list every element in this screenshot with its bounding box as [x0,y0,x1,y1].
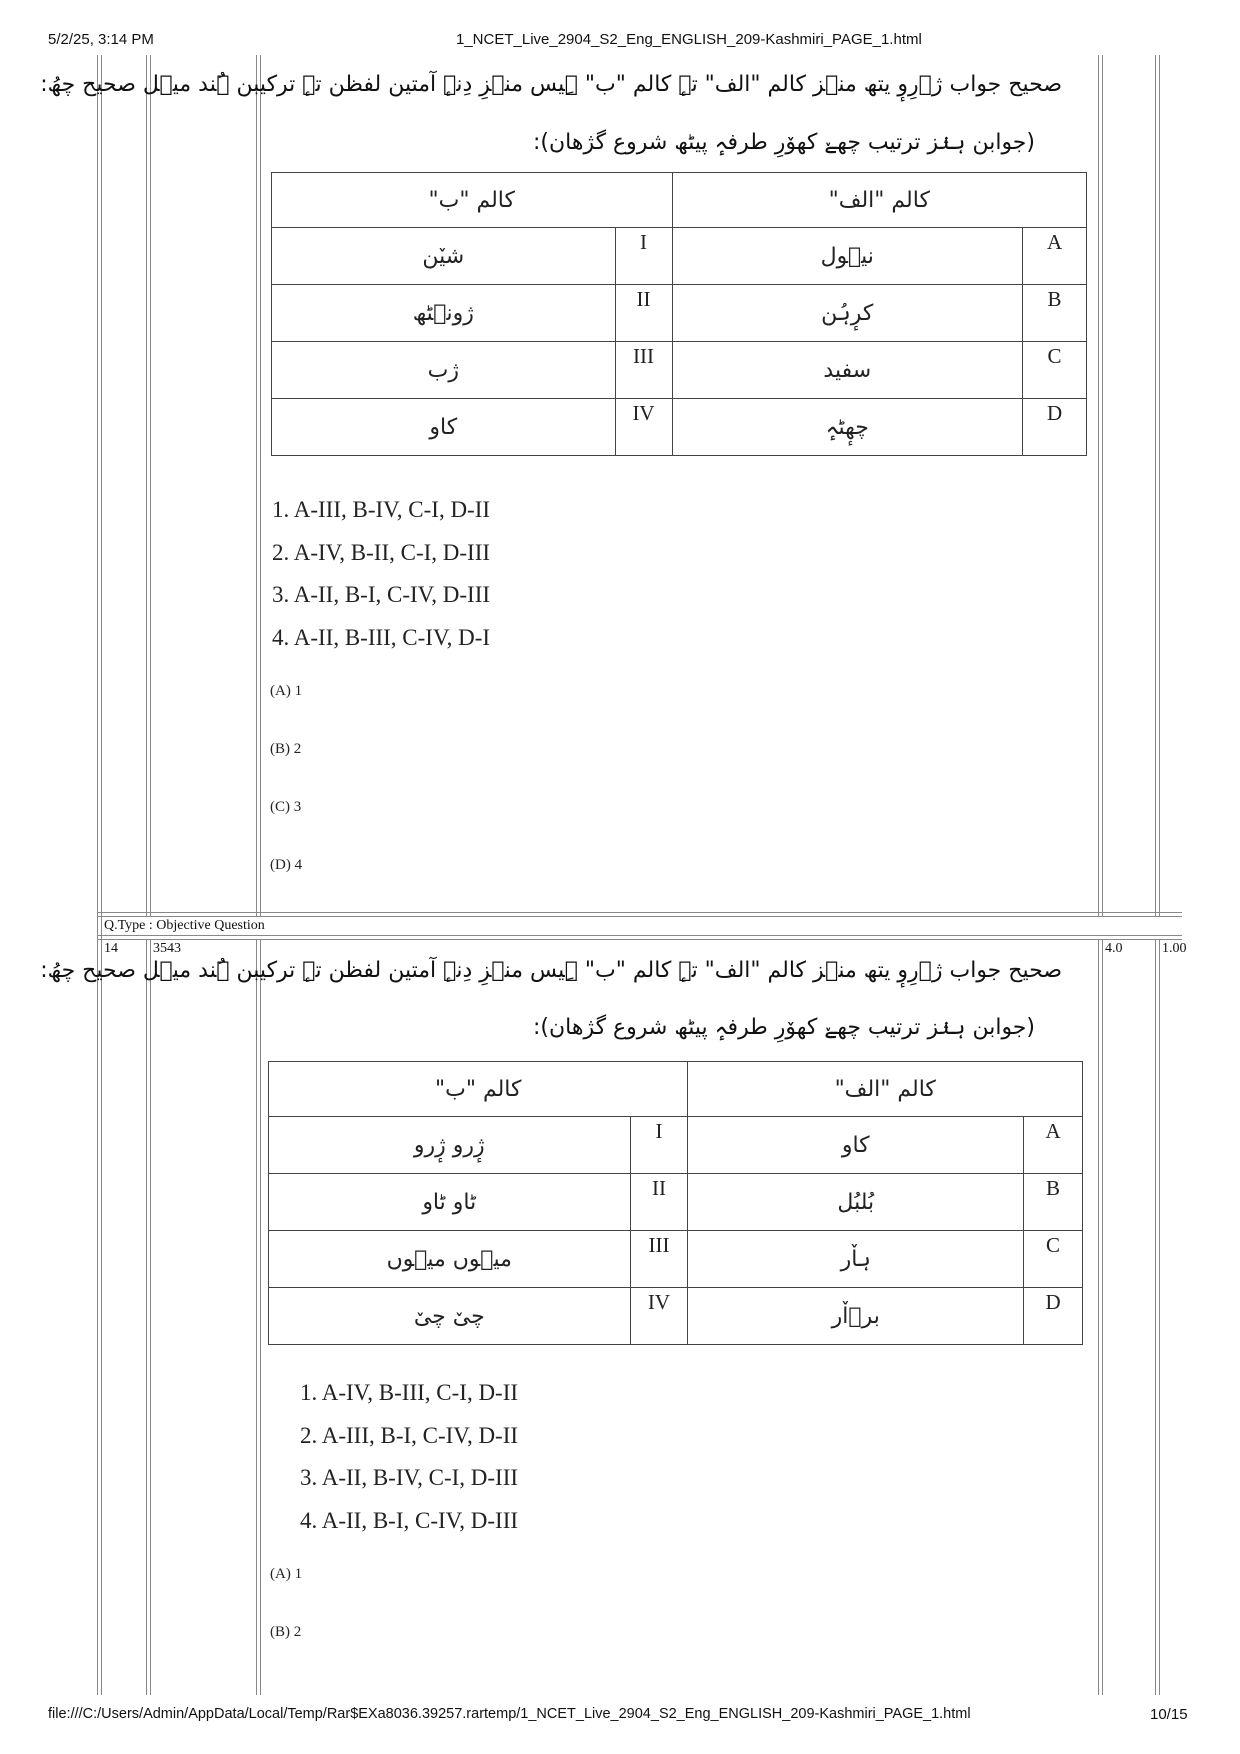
row-letter: D [1024,1288,1083,1345]
column-a-header: کالم "الف" [672,173,1087,228]
column-b-item: ژونٛٹھ [272,285,616,342]
roman-numeral: III [615,342,672,399]
column-b-header: کالم "ب" [272,173,673,228]
answer-option: 1. A-IV, B-III, C-I, D-II [300,1380,519,1405]
column-b-item: ژٕرو ژٕرو [269,1117,631,1174]
answer-option: 4. A-II, B-I, C-IV, D-III [300,1507,519,1533]
answer-option: 4. A-II, B-III, C-IV, D-I [272,624,491,650]
table-row [272,399,1087,456]
column-a-item: سفید [672,342,1023,399]
table-row [272,342,1087,399]
answer-option: 1. A-III, B-IV, C-I, D-II [272,497,491,522]
column-a-item: کاو [688,1117,1024,1174]
roman-numeral: I [615,228,672,285]
question-id: 3543 [153,941,181,956]
column-a-item: چھٕٹہٕ [672,399,1023,456]
answer-options [300,1372,518,1542]
row-letter: B [1024,1174,1083,1231]
answer-option: 2. A-III, B-I, C-IV, D-II [300,1422,519,1448]
answer-options [272,489,490,659]
column-b-item: میٖوں میٖوں [269,1231,631,1288]
question-instruction: صحیح جواب ژٲرِوٕ یتھ منٛز کالم "الف" تہٕ کالم "ب" ہِیس منٛزِ دِنہٕ آمتین لفظن تہٕ ترکیبن ہُند میٛل صحیح چھُ: [40,72,1062,97]
question-marks: 4.0 [1105,941,1123,956]
choice-d[interactable]: (D) 4 [270,857,303,873]
question-instruction-note: (جوابن ہنٛز ترتیب چھےٚ کھوٚرِ طرفہٕ پیٹھ شروع گژھان): [532,1015,1035,1040]
match-table [271,172,1087,456]
column-b-item: ژب [272,342,616,399]
row-letter: C [1023,342,1087,399]
column-b-item: شیٚن [272,228,616,285]
print-datetime: 5/2/25, 3:14 PM [48,31,154,48]
match-table [268,1061,1083,1345]
answer-option: 3. A-II, B-I, C-IV, D-III [272,582,491,607]
table-row [269,1288,1083,1345]
question-number: 14 [104,941,118,956]
question-type-label: Q.Type : Objective Question [104,918,265,933]
row-letter: A [1024,1117,1083,1174]
column-b-item: ٹاو ٹاو [269,1174,631,1231]
column-a-header: کالم "الف" [688,1062,1083,1117]
table-row [272,285,1087,342]
roman-numeral: III [630,1231,688,1288]
column-a-item: نیٖول [672,228,1023,285]
table-row [269,1117,1083,1174]
column-a-item: برٛاٚر [688,1288,1024,1345]
choice-c[interactable]: (C) 3 [270,799,302,815]
print-url: file:///C:/Users/Admin/AppData/Local/Temp/Rar$EXa8036.39257.rartemp/1_NCET_Live_2904_S2_Eng_ENGLISH_209-Kashmiri_PAGE_1.html [48,1706,971,1722]
choice-b[interactable]: (B) 2 [270,741,302,757]
roman-numeral: I [630,1117,688,1174]
roman-numeral: IV [615,399,672,456]
roman-numeral: II [630,1174,688,1231]
table-row [269,1231,1083,1288]
roman-numeral: II [615,285,672,342]
table-row [272,228,1087,285]
column-a-item: ہاٚر [688,1231,1024,1288]
row-letter: B [1023,285,1087,342]
question-instruction-note: (جوابن ہنٛز ترتیب چھےٚ کھوٚرِ طرفہٕ پیٹھ شروع گژھان): [532,130,1035,155]
choice-a[interactable]: (A) 1 [270,1566,303,1582]
choice-a[interactable]: (A) 1 [270,683,303,699]
column-b-item: کاو [272,399,616,456]
roman-numeral: IV [630,1288,688,1345]
print-title: 1_NCET_Live_2904_S2_Eng_ENGLISH_209-Kashmiri_PAGE_1.html [456,31,922,48]
column-b-header: کالم "ب" [269,1062,688,1117]
column-a-item: بُلبُل [688,1174,1024,1231]
table-row [269,1174,1083,1231]
column-a-item: کرٕہُن [672,285,1023,342]
question-instruction: صحیح جواب ژٲرِوٕ یتھ منٛز کالم "الف" تہٕ کالم "ب" ہِیس منٛزِ دِنہٕ آمتین لفظن تہٕ ترکیبن ہُند میٛل صحیح چھُ: [40,958,1062,983]
negative-marks-value: 1.00 [1162,941,1187,956]
column-b-item: چیٚ چیٚ [269,1288,631,1345]
answer-option: 3. A-II, B-IV, C-I, D-III [300,1465,519,1490]
row-letter: D [1023,399,1087,456]
row-letter: C [1024,1231,1083,1288]
choice-b[interactable]: (B) 2 [270,1624,302,1640]
negative-marks [1162,941,1187,957]
row-letter: A [1023,228,1087,285]
answer-option: 2. A-IV, B-II, C-I, D-III [272,539,491,565]
page-counter: 10/15 [1150,1706,1188,1723]
